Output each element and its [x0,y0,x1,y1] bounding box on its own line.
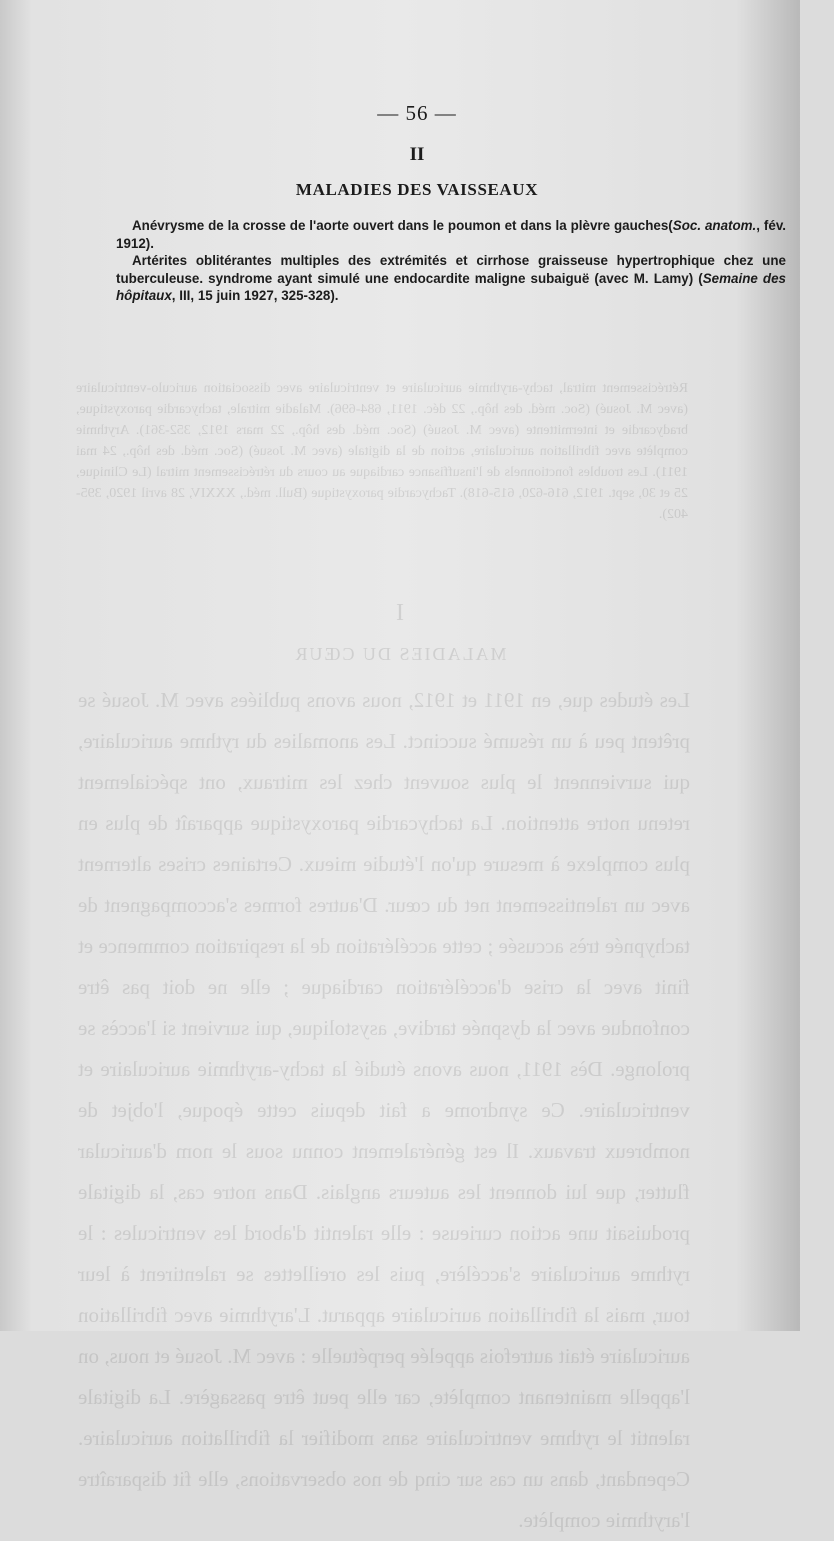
bleed-through-text: Rétrécissement mitral, tachy-arythmie auriculaire et ventriculaire avec dissociation auriculo-ventriculaire (avec M. Josué) (Soc. méd. des hôp., 22 déc. 1911, 684-696). Maladie mitrale, tachycardie paroxystique, bradycardie et intermittente (avec M. Josué) (Soc. méd. des hôp., 22 mars 1912, 352-361). Arythmie complète avec fibrillation auriculaire, action de la digitale (avec M. Josué) (Soc. méd. des hôp., 24 mai 1911). Les troubles fonctionnels de l'insuffisance cardiaque au cours du rétrécissement mitral (Le Clinique, 25 et 30, sept. 1912, 616-620, 615-618). Tachycardie paroxystique (Bull. méd., XXXIV, 28 avril 1920, 395-402). I MALADIES DU CŒUR Les études que, en 1911 et 1912, nous avons publiées avec M. Josué se prêtent peu à un résumé succinct. Les anomalies du rythme auriculaire, qui surviennent le plus souvent chez les mitraux, ont spécialement retenu notre attention. La tachycardie paroxystique apparaît de plus en plus complexe à mesure qu'on l'étudie mieux. Certaines crises alternent avec un ralentissement net du cœur. D'autres formes s'accompagnent de tachypnée très accusée ; cette accélération de la respiration commence et finit avec la crise d'accélération cardiaque ; elle ne doit pas être confondue avec la dyspnée tardive, asystolique, qui survient si l'accès se prolonge. Dès 1911, nous avons étudié la tachy-arythmie auriculaire et ventriculaire. Ce syndrome a fait depuis cette époque, l'objet de nombreux travaux. Il est généralement connu sous le nom d'auricular flutter, que lui donnent les auteurs anglais. Dans notre cas, la digitale produisait une action curieuse : elle ralentit d'abord les ventricules : le rythme auriculaire s'accélère, puis les oreillettes se ralentirent à leur tour, mais la fibrillation auriculaire apparut. L'arythmie avec fibrillation auriculaire était autrefois appelée perpétuelle : avec M. Josué et nous, on l'appelle maintenant complète, car elle peut être passagère. La digitale ralentit le rythme ventriculaire sans modifier la fibrillation auriculaire. Cependant, dans un cas sur cinq de nos observations, elle fit disparaître l'arythmie complète. [76,381,690,1532]
section-number: II [409,144,425,165]
reference-item: Artérites oblitérantes multiples des extrémités et cirrhose graisseuse hypertrophique chez une tuberculeuse. syndrome ayant simulé une endocardite maligne subaiguë (avec M. Lamy) (Semaine des hôpitaux, III, 15 juin 1927, 325-328). [116,253,787,303]
reference-citation: , III, 15 juin 1927, 325-328). [171,288,339,303]
reference-title: Artérites oblitérantes multiples des extrémités et cirrhose graisseuse hypertrophique chez une tuberculeuse. syndrome ayant simulé une endocardite maligne subaiguë (avec M. Lamy) [116,253,786,286]
journal-name: Semaine des hôpitaux [116,270,787,303]
page-number: — 56 — [377,101,457,125]
reference-list [116,217,786,305]
reference-item: Anévrysme de la crosse de l'aorte ouvert dans le poumon et dans la plèvre gauches(Soc. anatom., fév. 1912). [116,218,786,251]
reference-title: Anévrysme de la crosse de l'aorte ouvert dans le poumon et dans la plèvre gauches [132,218,669,233]
reference-citation: , fév. 1912). [116,218,786,251]
journal-name: Soc. anatom. [672,218,757,233]
section-title: MALADIES DES VAISSEAUX [295,180,539,199]
